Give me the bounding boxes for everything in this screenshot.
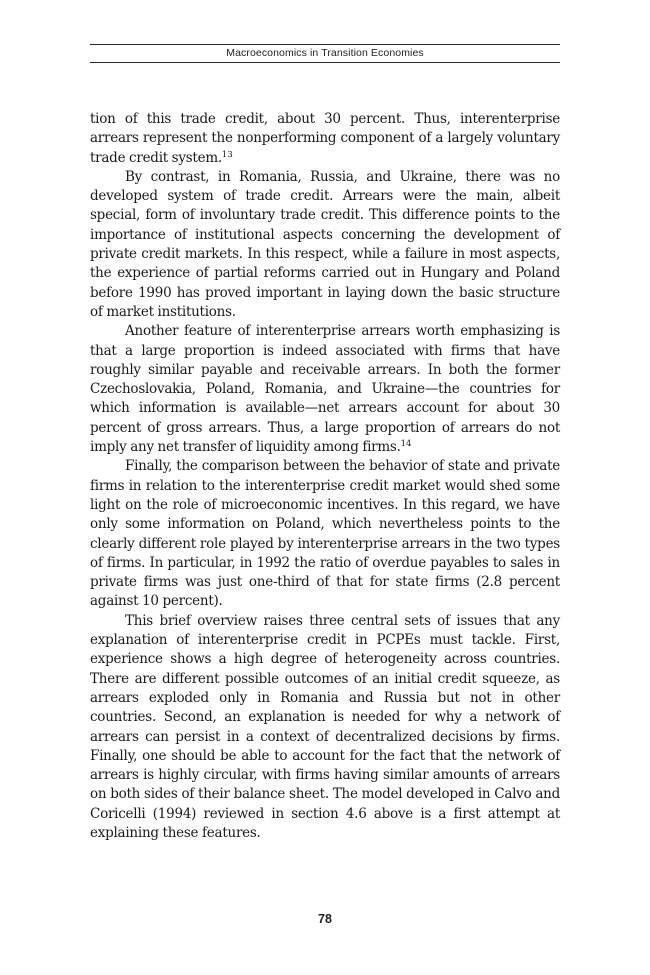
running-head-title: Macroeconomics in Transition Economies	[226, 47, 424, 59]
paragraph-net-arrears	[90, 322, 560, 457]
paragraph-state-private-firms	[90, 457, 560, 611]
footnote-ref-13: 13	[221, 149, 233, 160]
paragraph-text: Another feature of interenterprise arrears worth emphasizing is that a large proportion is indeed associated with firms that have roughly similar payable and receivable arrears. In both the former Czechoslovakia, Poland, Romania, and Ukraine—the countries for which information is available—net arrears account for about 30 percent of gross arrears. Thus, a large proportion of arrears do not imply any net transfer of liquidity among firms.	[90, 323, 560, 456]
paragraph-overview-issues	[90, 612, 560, 844]
footnote-ref-14: 14	[400, 439, 412, 450]
page-number: 78	[318, 912, 332, 926]
running-head	[90, 44, 560, 63]
paragraph-romania-russia-ukraine	[90, 168, 560, 322]
body-text	[90, 110, 560, 843]
paragraph-text: Finally, the comparison between the behavior of state and private firms in relation to the interenterprise credit market would shed some light on the role of microeconomic incentives. In this regard, we have only some information on Poland, which nevertheless points to the clearly different role played by interenterprise arrears in the two types of firms. In particular, in 1992 the ratio of overdue payables to sales in private firms was just one-third of that for state firms (2.8 percent against 10 percent).	[90, 458, 560, 610]
paragraph-text: tion of this trade credit, about 30 percent. Thus, interenterprise arrears represent the nonperforming component of a largely voluntary trade credit system.	[90, 111, 560, 166]
paragraph-continuation	[90, 110, 560, 168]
paragraph-text: This brief overview raises three central sets of issues that any explanation of interenterprise credit in PCPEs must tackle. First, experience shows a high degree of heterogeneity across countries. There are different possible outcomes of an initial credit squeeze, as arrears exploded only in Romania and Russia but not in other countries. Second, an explanation is needed for why a network of arrears can persist in a context of decentralized decisions by firms. Finally, one should be able to account for the fact that the network of arrears is highly circular, with firms having similar amounts of arrears on both sides of their balance sheet. The model developed in Calvo and Coricelli (1994) reviewed in section 4.6 above is a first attempt at explaining these features.	[90, 612, 560, 841]
paragraph-text: By contrast, in Romania, Russia, and Ukraine, there was no developed system of trade credit. Arrears were the main, albeit special, form of involuntary trade credit. This difference points to the importance of institutional aspects concerning the development of private credit markets. In this respect, while a failure in most aspects, the experience of partial reforms carried out in Hungary and Poland before 1990 has proved important in laying down the basic structure of market institutions.	[90, 168, 560, 320]
